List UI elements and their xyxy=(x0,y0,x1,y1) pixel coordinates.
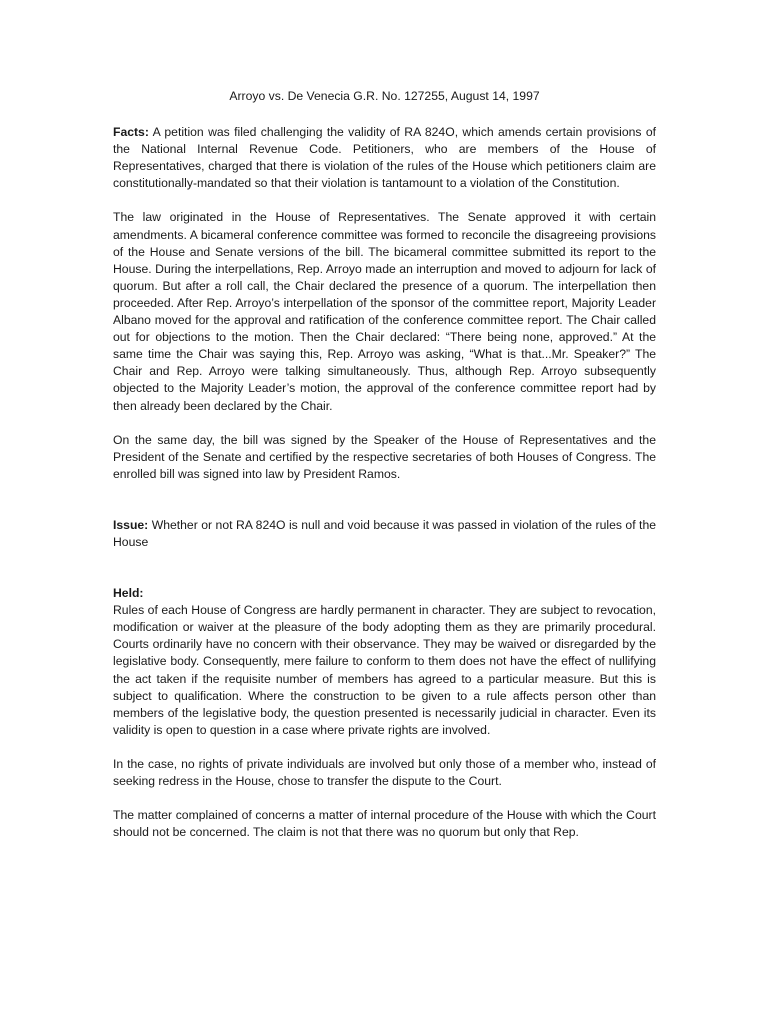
facts-paragraph-2: The law originated in the House of Representatives. The Senate approved it with certain amendments. A bicameral conference committee was formed to reconcile the disagreeing provisions of the House and Senate versions of the bill. The bicameral committee submitted its report to the House. During the interpellations, Rep. Arroyo made an interruption and moved to adjourn for lack of quorum. But after a roll call, the Chair declared the presence of a quorum. The interpellation then proceeded. After Rep. Arroyo’s interpellation of the sponsor of the committee report, Majority Leader Albano moved for the approval and ratification of the conference committee report. The Chair called out for objections to the motion. Then the Chair declared: “There being none, approved.” At the same time the Chair was saying this, Rep. Arroyo was asking, “What is that...Mr. Speaker?” The Chair and Rep. Arroyo were talking simultaneously. Thus, although Rep. Arroyo subsequently objected to the Majority Leader’s motion, the approval of the conference committee report had by then already been declared by the Chair. xyxy=(113,210,656,413)
case-title: Arroyo vs. De Venecia G.R. No. 127255, August 14, 1997 xyxy=(229,89,540,103)
issue-text: Whether or not RA 824O is null and void because it was passed in violation of the rules of the House xyxy=(113,517,656,549)
document-page xyxy=(113,88,656,841)
facts-paragraph xyxy=(113,124,656,192)
held-paragraph-3: The matter complained of concerns a matter of internal procedure of the House with which the Court should not be concerned. The claim is not that there was no quorum but only that Rep. xyxy=(113,808,656,840)
facts-paragraph-3: On the same day, the bill was signed by the Speaker of the House of Representatives and the President of the Senate and certified by the respective secretaries of both Houses of Congress. The enrolled bill was signed into law by President Ramos. xyxy=(113,432,656,481)
held-paragraph-1 xyxy=(113,585,656,739)
held-label: Held: xyxy=(113,586,144,601)
held-text-1: Rules of each House of Congress are hardly permanent in character. They are subject to revocation, modification or waiver at the pleasure of the body adopting them as they are primarily procedural. Courts ordinarily have no concern with their observance. They may be waived or disregarded by the legislative body. Consequently, mere failure to conform to them does not have the effect of nullifying the act taken if the requisite number of members has agreed to a particular measure. But this is subject to qualification. Where the construction to be given to a rule affects person other than members of the legislative body, the question presented is necessarily judicial in character. Even its validity is open to question in a case where private rights are involved. xyxy=(113,603,656,737)
issue-label: Issue: xyxy=(113,517,149,532)
facts-text: A petition was filed challenging the validity of RA 824O, which amends certain provisions of the National Internal Revenue Code. Petitioners, who are members of the House of Representatives, charged that there is violation of the rules of the House which petitioners claim are constitutionally-mandated so that their violation is tantamount to a violation of the Constitution. xyxy=(113,125,656,191)
held-paragraph-2: In the case, no rights of private individuals are involved but only those of a member who, instead of seeking redress in the House, chose to transfer the dispute to the Court. xyxy=(113,756,656,788)
issue-paragraph xyxy=(113,517,656,551)
facts-label: Facts: xyxy=(113,125,149,140)
